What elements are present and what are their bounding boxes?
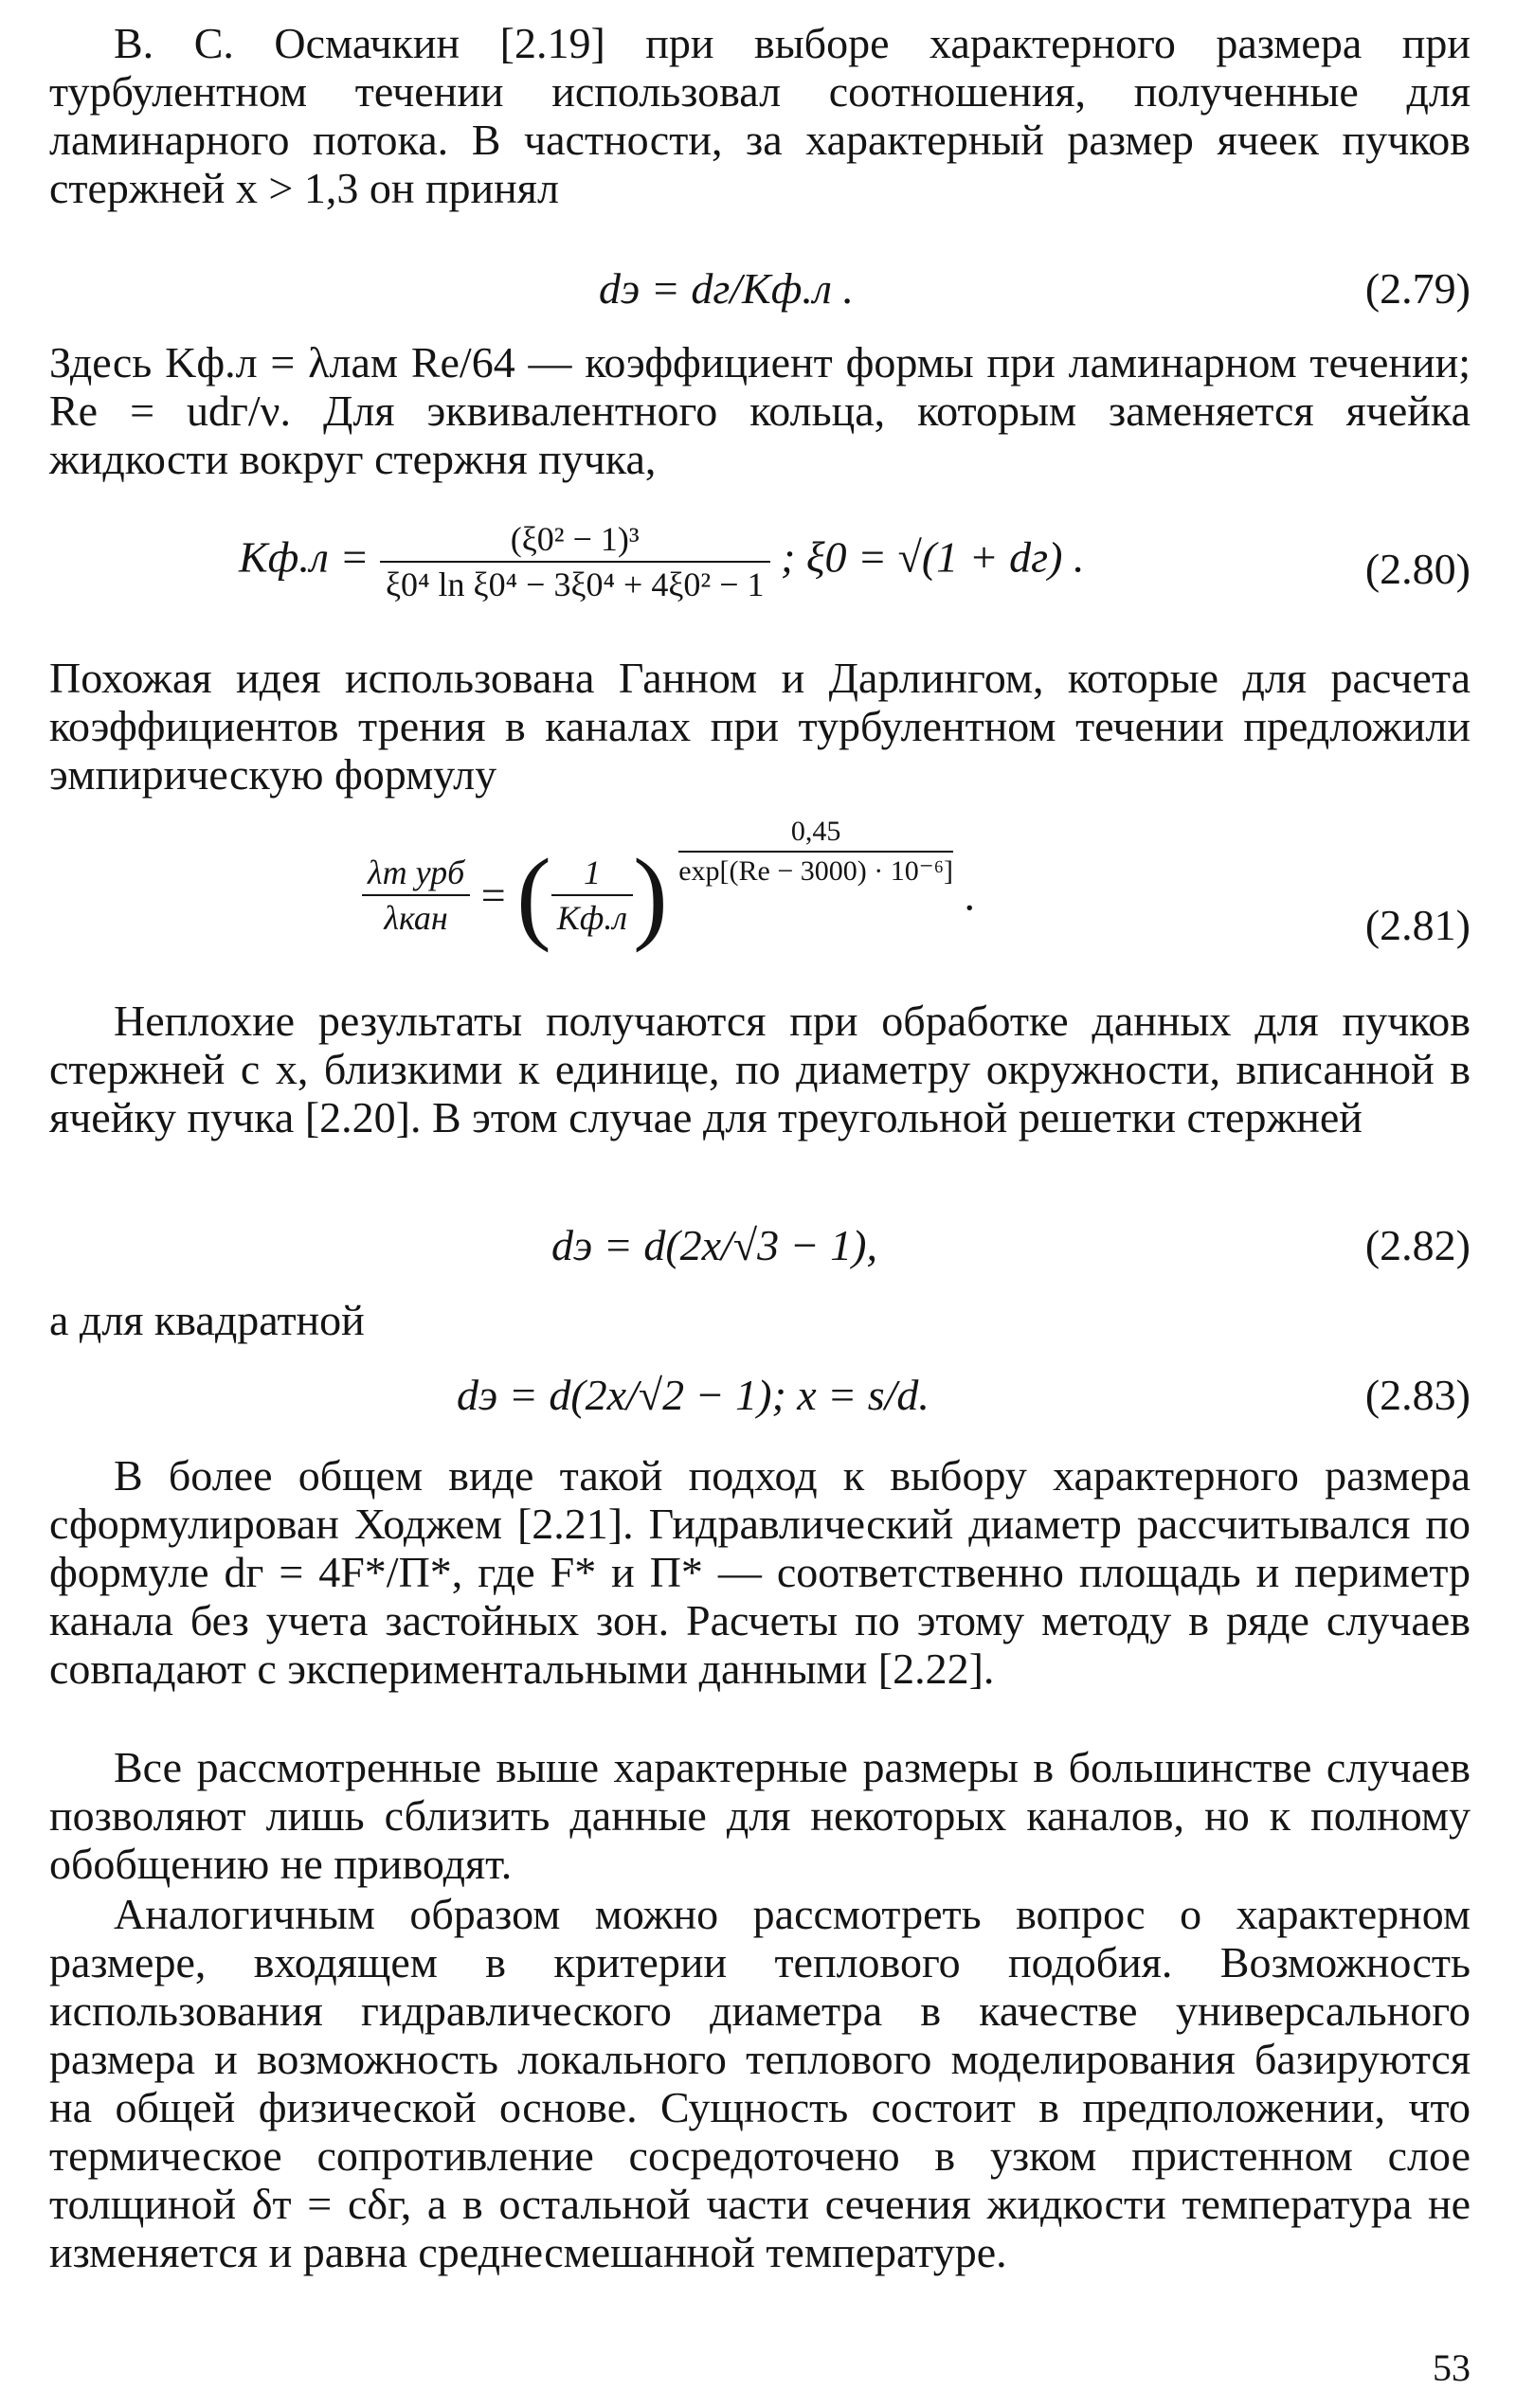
equation-2-80-numerator: (ξ0² − 1)³ xyxy=(380,519,770,563)
equation-2-82-number: (2.82) xyxy=(1364,1221,1471,1269)
equation-2-81-exponent-denominator: exp[(Re − 3000) · 10⁻⁶] xyxy=(678,855,954,887)
equation-2-80-number: (2.80) xyxy=(1364,545,1471,593)
paragraph-osmachkin: В. С. Осмачкин [2.19] при выборе характерного размера при турбулентном течении использовал соотношения, полученные для ламинарного потока. В частности, за характерный размер ячеек пучков стержней x > 1,3 он принял xyxy=(49,19,1471,212)
paragraph-square: а для квадратной xyxy=(49,1296,365,1344)
paragraph-gunn-darling: Похожая идея использована Ганном и Дарлингом, которые для расчета коэффициентов трения в каналах при турбулентном течении предложили эмпирическую формулу xyxy=(49,654,1471,799)
equation-2-81: $\frac{\text{λт урб}}{\text{λкан}}$ = ( $\frac{1}{Kф.л}$ ) $\frac{0,45}{\text{exp[(Re − 3000) · 10⁻⁶]}}$ . (2.81) xyxy=(49,834,1471,995)
paragraph-summary: Все рассмотренные выше характерные размеры в большинстве случаев позволяют лишь сблизить данные для некоторых каналов, но к полному обобщению не приводят. xyxy=(49,1743,1471,1888)
equation-2-80-denominator: ξ0⁴ ln ξ0⁴ − 3ξ0⁴ + 4ξ0² − 1 xyxy=(385,566,765,603)
paragraph-thermal-similarity: Аналогичным образом можно рассмотреть вопрос о характерном размере, входящем в критерии теплового подобия. Возможность использования гидравлического диаметра в качестве универсального размера и возможность локального теплового моделирования базируются на общей физической основе. Сущность состоит в предположении, что термическое сопротивление сосредоточено в узком пристенном слое толщиной δт = cδг, а в остальной части сечения жидкости температура не изменяется и равна среднесмешанной температуре. xyxy=(49,1890,1471,2276)
equation-2-80-lhs: Kф.л = xyxy=(239,532,370,582)
equation-2-83-body: dэ = d(2x/√2 − 1); x = s/d. xyxy=(457,1371,929,1419)
equation-2-81-lhs-fraction xyxy=(362,853,470,938)
equation-2-83-number: (2.83) xyxy=(1364,1371,1471,1419)
equation-2-81-exponent-numerator: 0,45 xyxy=(678,815,953,853)
equation-2-81-inner-denominator: Kф.л xyxy=(556,899,628,937)
equation-2-80-fraction xyxy=(380,519,770,604)
equation-2-79 xyxy=(49,256,1471,332)
equation-2-83 xyxy=(49,1362,1471,1438)
paragraph-hodge: В более общем виде такой подход к выбору характерного размера сформулирован Ходжем [2.21]. Гидравлический диаметр рассчитывался по формуле dг = 4F*/П*, где F* и П* — соответственно площадь и периметр канала без учета застойных зон. Расчеты по этому методу в ряде случаев совпадают с экспериментальными данными [2.22]. xyxy=(49,1451,1471,1693)
equation-2-81-exponent xyxy=(678,815,953,889)
equation-2-82 xyxy=(49,1213,1471,1288)
page-number: 53 xyxy=(1433,2346,1471,2389)
paragraph-kfl-definition: Здесь Kф.л = λлам Re/64 — коэффициент формы при ламинарном течении; Re = udг/ν. Для эквивалентного кольца, которым заменяется ячейка жидкости вокруг стержня пучка, xyxy=(49,338,1471,483)
equation-2-82-body: dэ = d(2x/√3 − 1), xyxy=(551,1221,877,1269)
equation-2-81-lhs-numerator: λт урб xyxy=(362,853,470,896)
equation-2-80-tail: ; ξ0 = √(1 + dг) . xyxy=(781,532,1085,582)
equation-2-81-lhs-denominator: λкан xyxy=(384,899,448,937)
equation-2-81-inner-numerator: 1 xyxy=(551,853,633,896)
equation-2-79-number: (2.79) xyxy=(1364,264,1471,313)
equation-2-79-body: dэ = dг/Kф.л . xyxy=(599,264,854,313)
equation-2-81-number: (2.81) xyxy=(1364,901,1471,949)
equation-2-81-inner-fraction xyxy=(551,853,633,938)
equation-2-80 xyxy=(49,519,1471,623)
paragraph-results: Неплохие результаты получаются при обработке данных для пучков стержней с x, близкими к единице, по диаметру окружности, вписанной в ячейку пучка [2.20]. В этом случае для треугольной решетки стержней xyxy=(49,997,1471,1141)
